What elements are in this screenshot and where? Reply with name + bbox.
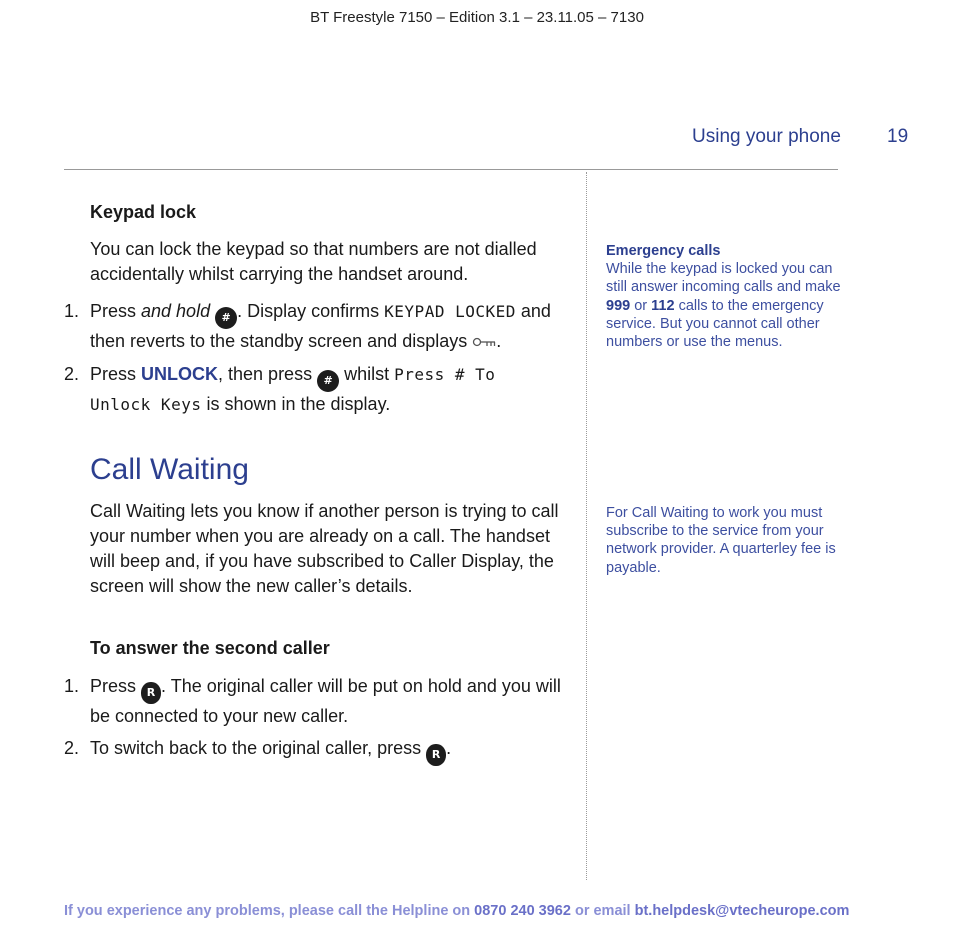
footer-text: or email [570,903,635,919]
step-number: 1. [64,676,80,696]
step-text: whilst [339,364,395,384]
step-text: , then press [218,364,318,384]
keypad-lock-step-1 [64,299,568,354]
display-text: KEYPAD LOCKED [384,302,516,321]
note-text: While the keypad is locked you can still answer incoming calls and make [606,261,841,296]
emergency-calls-heading: Emergency calls [606,243,721,259]
step-text: and then reverts to the standby screen and displays [90,301,551,351]
keypad-lock-heading: Keypad lock [90,202,197,222]
call-waiting-note: For Call Waiting to work you must subscribe to the service from your network provider. A quarterley fee is payable. [606,505,836,576]
hash-key-icon: # [317,370,339,392]
hash-key-icon: # [215,307,237,329]
helpline-footer [64,903,849,919]
step-text: . [446,738,452,758]
step-text: Press [90,301,142,321]
step-text: Press [90,364,142,384]
call-waiting-step-1 [64,674,568,729]
display-text: Press # To [394,365,496,384]
page-number: 19 [887,126,909,147]
step-number: 2. [64,364,80,384]
step-text: . The original caller will be put on hold and you will be connected to your new caller. [90,676,561,726]
step-emphasis: and hold [141,301,211,321]
key-lock-icon [472,330,496,342]
document-header: BT Freestyle 7150 – Edition 3.1 – 23.11.05 – 7130 [310,9,644,26]
step-text: . [496,331,502,351]
call-waiting-step-2 [64,736,568,766]
top-rule [64,169,838,170]
emergency-number: 112 [651,297,675,314]
step-number: 2. [64,738,80,758]
recall-key-icon: R [426,744,446,766]
step-text: is shown in the display. [201,394,391,414]
note-text: or [630,297,652,314]
step-number: 1. [64,301,80,321]
helpline-phone: 0870 240 3962 [474,903,571,919]
keypad-lock-step-2 [64,362,568,417]
step-text: . Display confirms [237,301,385,321]
column-divider [586,172,587,880]
helpdesk-email: bt.helpdesk@vtecheurope.com [634,903,850,919]
call-waiting-title: Call Waiting [90,453,249,486]
note-text: calls to the emergency service. But you cannot call other numbers or use the menus. [606,297,824,351]
emergency-number: 999 [606,297,631,314]
emergency-calls-note [606,242,846,351]
unlock-softkey-label: UNLOCK [141,364,219,384]
keypad-lock-intro: You can lock the keypad so that numbers are not dialled accidentally whilst carrying the handset around. [90,239,537,284]
footer-text: If you experience any problems, please call the Helpline on [64,903,475,919]
step-text: To switch back to the original caller, press [90,738,427,758]
recall-key-icon: R [141,682,161,704]
step-text: Press [90,676,142,696]
display-text: Unlock Keys [90,395,202,414]
running-head-section: Using your phone [692,126,841,147]
answer-second-caller-heading: To answer the second caller [90,638,330,658]
call-waiting-body: Call Waiting lets you know if another person is trying to call your number when you are already on a call. The handset will beep and, if you have subscribed to Caller Display, the screen will show the new caller’s details. [90,501,559,596]
